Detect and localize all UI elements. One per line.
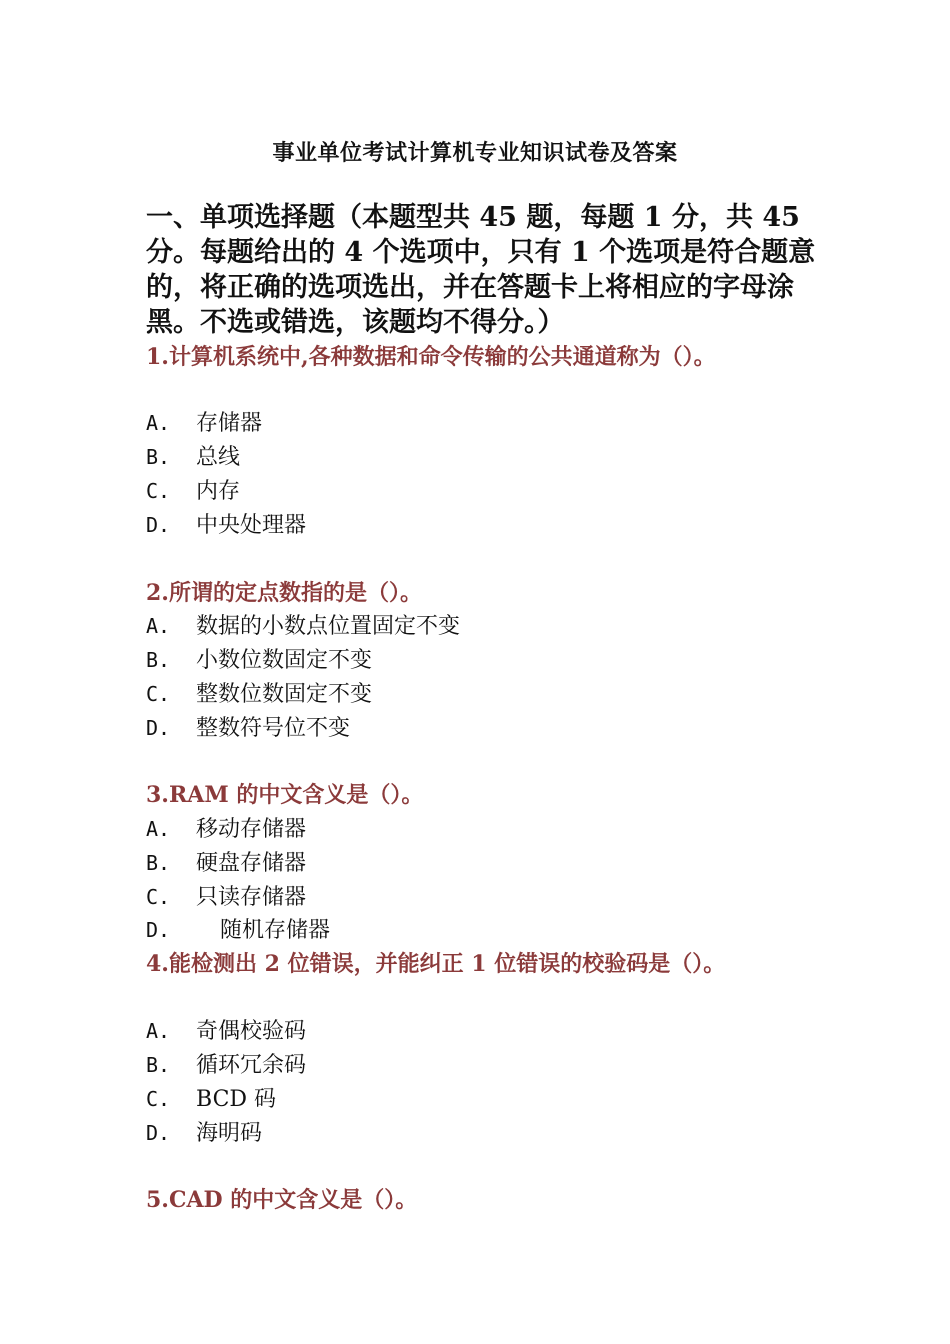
question-3: 3.RAM 的中文含义是（）。 — [146, 782, 424, 808]
question-1-option-c — [146, 474, 746, 505]
option-text: 小数位数固定不变 — [196, 648, 373, 673]
question-4-option-c — [146, 1082, 746, 1113]
option-letter: A. — [146, 1019, 171, 1043]
option-letter: C. — [146, 885, 171, 909]
option-letter: A. — [146, 817, 171, 841]
option-letter: D. — [146, 1121, 171, 1145]
option-letter: D. — [146, 513, 171, 537]
option-letter: C. — [146, 682, 171, 706]
question-2-option-c — [146, 677, 746, 708]
question-3-option-d — [146, 913, 746, 944]
question-2-option-d — [146, 711, 746, 742]
question-2-option-b — [146, 643, 746, 674]
option-text: 中央处理器 — [196, 513, 307, 538]
question-4: 4.能检测出 2 位错误，并能纠正 1 位错误的校验码是（）。 — [146, 951, 726, 977]
option-text: 随机存储器 — [220, 918, 331, 943]
question-4-option-a — [146, 1014, 746, 1045]
option-letter: B. — [146, 445, 171, 469]
question-4-option-b — [146, 1048, 746, 1079]
question-3-option-a — [146, 812, 746, 843]
option-letter: C. — [146, 479, 171, 503]
option-text: 移动存储器 — [196, 817, 307, 842]
option-letter: A. — [146, 411, 171, 435]
question-4-option-d — [146, 1116, 746, 1147]
option-letter: B. — [146, 1053, 171, 1077]
question-3-option-b — [146, 846, 746, 877]
option-text: 奇偶校验码 — [196, 1019, 307, 1044]
option-letter: B. — [146, 648, 171, 672]
question-1-option-b — [146, 440, 746, 471]
option-letter: D. — [146, 918, 171, 942]
option-text: BCD 码 — [196, 1087, 277, 1112]
option-text: 循环冗余码 — [196, 1053, 307, 1078]
question-5: 5.CAD 的中文含义是（）。 — [146, 1187, 418, 1213]
option-text: 整数符号位不变 — [196, 716, 351, 741]
option-text: 硬盘存储器 — [196, 851, 307, 876]
option-letter: B. — [146, 851, 171, 875]
option-text: 整数位数固定不变 — [196, 682, 373, 707]
option-text: 存储器 — [196, 411, 263, 436]
section-heading: 一、单项选择题（本题型共 45 题，每题 1 分，共 45 分。每题给出的 4 个选项中，只有 1 个选项是符合题意的，将正确的选项选出，并在答题卡上将相应的字母涂黑。不选或错选，该题均不得分。） — [146, 202, 816, 338]
option-text: 内存 — [196, 479, 241, 504]
question-2: 2.所谓的定点数指的是（）。 — [146, 580, 422, 606]
option-text: 海明码 — [196, 1121, 263, 1146]
question-2-option-a — [146, 609, 746, 640]
question-3-option-c — [146, 880, 746, 911]
document-title: 事业单位考试计算机专业知识试卷及答案 — [272, 140, 678, 166]
option-letter: D. — [146, 716, 171, 740]
option-letter: A. — [146, 614, 171, 638]
option-text: 只读存储器 — [196, 885, 307, 910]
question-1: 1.计算机系统中,各种数据和命令传输的公共通道称为（）。 — [146, 344, 716, 370]
option-letter: C. — [146, 1087, 171, 1111]
question-1-option-d — [146, 508, 746, 539]
question-1-option-a — [146, 406, 746, 437]
option-text: 总线 — [196, 445, 241, 470]
option-text: 数据的小数点位置固定不变 — [196, 614, 461, 639]
